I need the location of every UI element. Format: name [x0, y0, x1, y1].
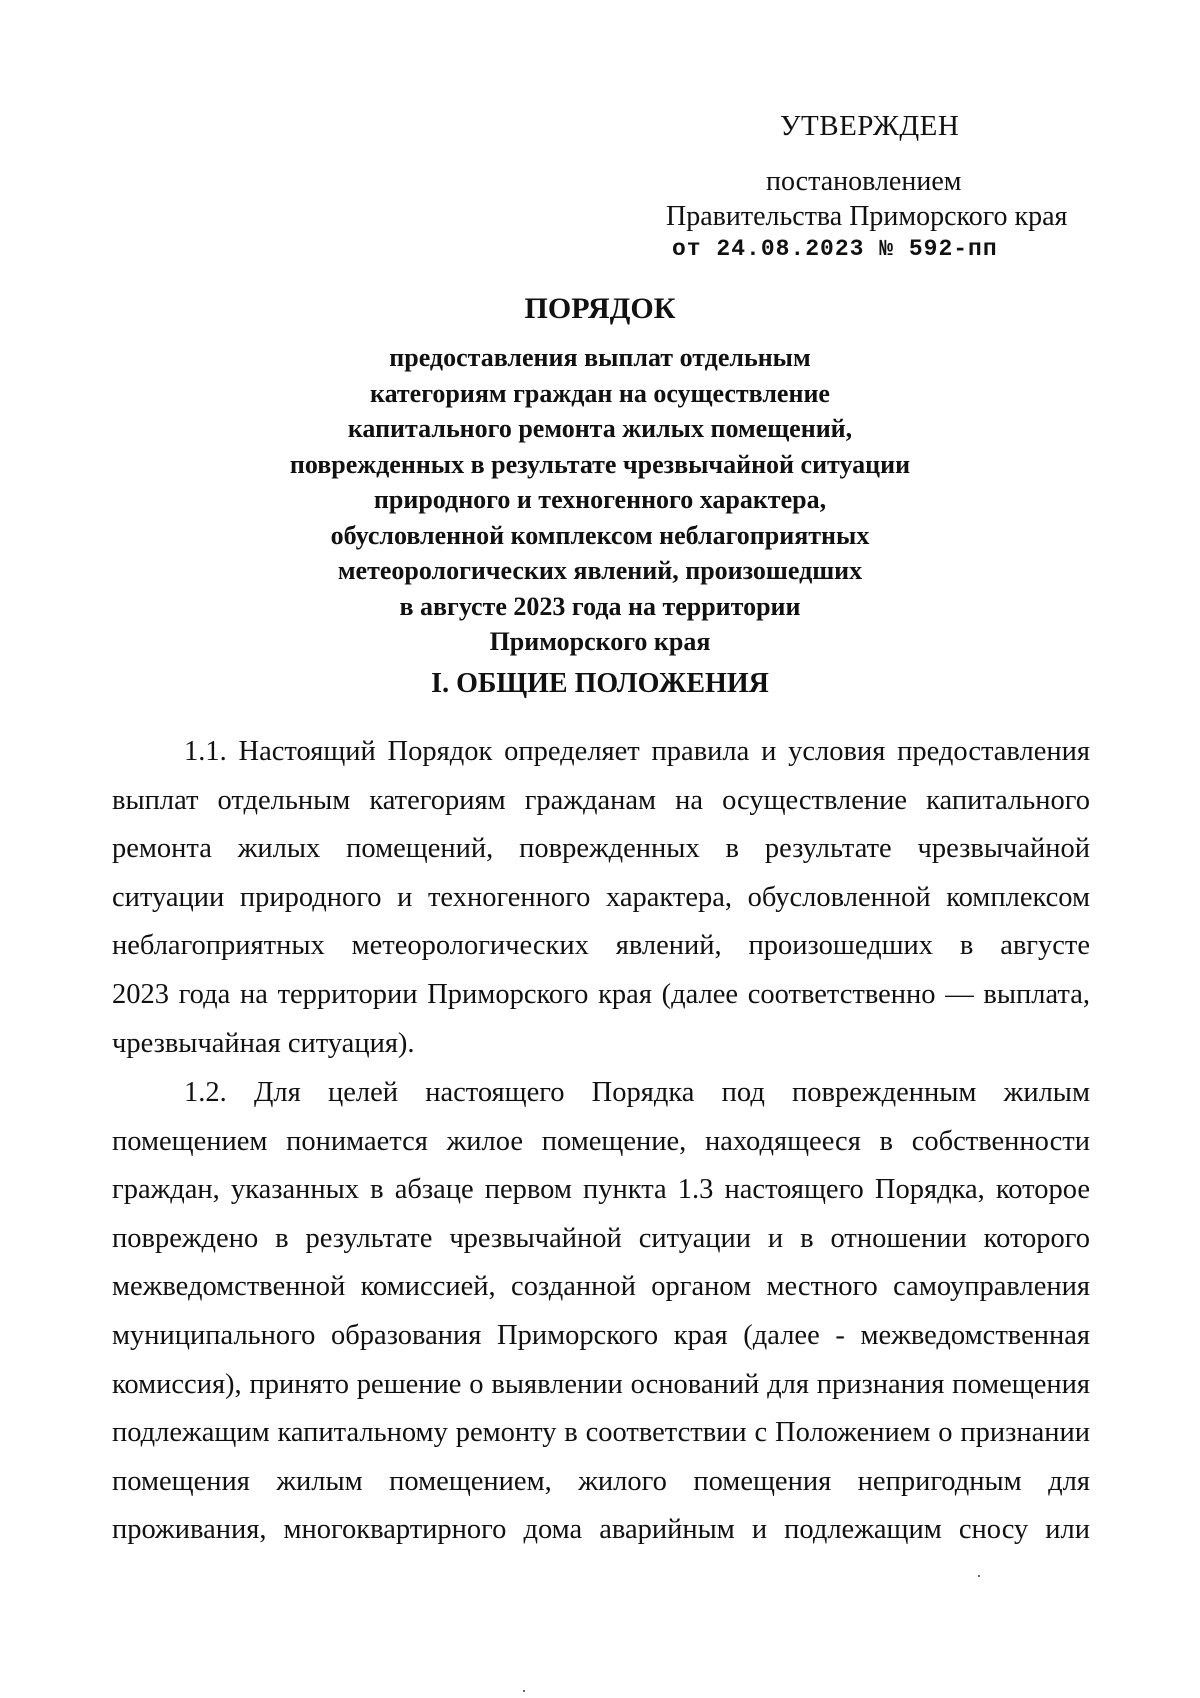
paragraph-line: помещением понимается жилое помещение, находящееся в собственности [112, 1125, 1090, 1157]
paragraph-line: муниципального образования Приморского края (далее - межведомственная [112, 1319, 1090, 1351]
paragraph-line: комиссия), принято решение о выявлении оснований для признания помещения [112, 1368, 1090, 1400]
government-label: Правительства Приморского края [666, 201, 1068, 232]
paragraph-line: помещения жилым помещением, жилого помещения непригодным для [112, 1465, 1090, 1497]
decree-label: постановлением [766, 166, 962, 197]
approval-block [0, 110, 1200, 260]
section-heading: I. ОБЩИЕ ПОЛОЖЕНИЯ [431, 668, 769, 699]
paragraph-line: граждан, указанных в абзаце первом пункта 1.3 настоящего Порядка, которое [112, 1174, 1090, 1206]
document-subtitle [0, 340, 1200, 660]
subtitle-line: категориям граждан на осуществление [370, 378, 830, 408]
paragraph-line: 2023 года на территории Приморского края (далее соответственно — выплата, [112, 978, 1090, 1010]
subtitle-line: Приморского края [489, 627, 711, 656]
paragraph-line: ремонта жилых помещений, поврежденных в результате чрезвычайной [112, 833, 1090, 865]
subtitle-line: метеорологических явлений, произошедших [337, 556, 863, 585]
paragraph-line: 1.1. Настоящий Порядок определяет правила и условия предоставления [184, 736, 1090, 767]
approved-stamp: УТВЕРЖДЕН [780, 110, 960, 142]
paragraph-line: межведомственной комиссией, созданной органом местного самоуправления [112, 1271, 1090, 1303]
paragraph-line: 1.2. Для целей настоящего Порядка под поврежденным жилым [184, 1077, 1090, 1108]
subtitle-line: обусловленной комплексом неблагоприятных [330, 520, 870, 550]
decree-date-number: от 24.08.2023 № 592-пп [672, 236, 998, 262]
paragraph-line: подлежащим капитальному ремонту в соответствии с Положением о признании [112, 1417, 1090, 1449]
paragraph-line: ситуации природного и техногенного характера, обусловленной комплексом [112, 881, 1090, 913]
paragraph-line: выплат отдельным категориям гражданам на осуществление капитального [112, 784, 1090, 816]
subtitle-line: капитального ремонта жилых помещений, [347, 414, 853, 443]
paragraph-line: повреждено в результате чрезвычайной ситуации и в отношении которого [112, 1222, 1090, 1254]
document-title: ПОРЯДОК [524, 292, 676, 325]
subtitle-line: в августе 2023 года на территории [399, 591, 801, 621]
subtitle-line: предоставления выплат отдельным [389, 343, 811, 372]
paragraph-1-2 [112, 1069, 1090, 1555]
paragraph-1-1 [112, 728, 1090, 1068]
paragraph-line: неблагоприятных метеорологических явлений, произошедших в августе [112, 930, 1090, 962]
paragraph-line: проживания, многоквартирного дома аварийным и подлежащим сносу или [112, 1514, 1090, 1546]
subtitle-line: поврежденных в результате чрезвычайной ситуации [289, 449, 911, 479]
scan-speck [978, 1575, 980, 1577]
subtitle-line: природного и техногенного характера, [373, 485, 827, 514]
scan-speck [523, 1690, 525, 1692]
paragraph-line: чрезвычайная ситуация). [112, 1027, 415, 1059]
